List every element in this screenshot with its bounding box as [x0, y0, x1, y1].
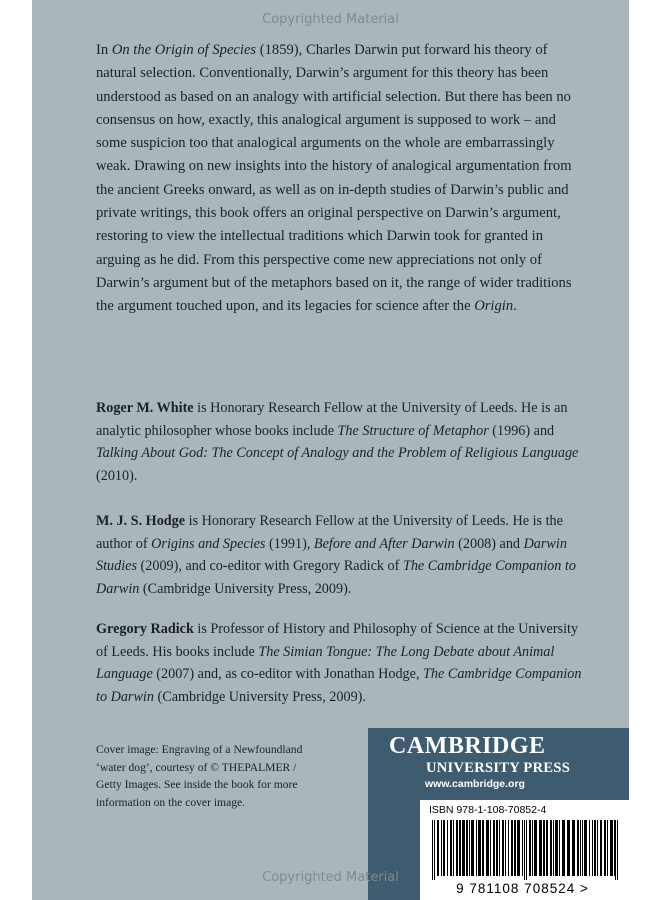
bio-segment: (2010). [96, 467, 138, 484]
cover-image-credit: Cover image: Engraving of a Newfoundland ‘water dog’, courtesy of © THEPALMER / Getty Images. See inside the book for more information on the cover image. [96, 743, 303, 809]
blurb-segment: On the Origin of Species [111, 42, 257, 58]
bio-segment: is Honorary Research Fellow at the University of Leeds. He is an analytic philosopher whose books include [96, 400, 568, 439]
bio-segment: (1996) and [488, 422, 555, 439]
bio-segment: The Cambridge Companion to Darwin [96, 558, 576, 597]
bio-segment: is Honorary Research Fellow at the University of Leeds. He is the author of [96, 513, 563, 552]
author-bio-hodge [96, 510, 586, 600]
blurb-segment: Origin [474, 298, 514, 315]
blurb-segment: . [513, 298, 517, 315]
watermark-top: Copyrighted Material [262, 12, 399, 27]
publisher-name: CAMBRIDGE [389, 733, 546, 759]
barcode-panel [420, 800, 629, 900]
author-name: M. J. S. Hodge [96, 513, 186, 529]
bio-segment: (Cambridge University Press, 2009). [153, 688, 366, 705]
author-name: Roger M. White [96, 400, 194, 416]
bio-segment: Talking About God: The Concept of Analogy and the Problem of Religious Language [96, 445, 579, 461]
isbn-label: ISBN 978-1-108-70852-4 [429, 804, 547, 816]
bio-segment: Darwin Studies [96, 535, 567, 574]
publisher-subname: UNIVERSITY PRESS [426, 760, 571, 776]
bio-segment: (2008) and [454, 535, 524, 552]
bio-segment: The Structure of Metaphor [337, 422, 489, 439]
bio-segment: Origins and Species [151, 535, 266, 552]
bio-segment: (2009), and co-editor with Gregory Radick of [136, 558, 403, 574]
author-name: Gregory Radick [96, 621, 194, 637]
author-bio-white [96, 397, 586, 487]
blurb-segment: In [96, 42, 112, 58]
bio-segment: The Simian Tongue: The Long Debate about Animal Language [96, 643, 555, 682]
book-blurb [96, 39, 586, 319]
bio-segment: The Cambridge Companion to Darwin [96, 666, 582, 705]
watermark-bottom: Copyrighted Material [262, 870, 399, 885]
barcode-digits: 9 781108 708524 > [456, 881, 589, 896]
back-cover [32, 0, 629, 900]
bio-segment: (Cambridge University Press, 2009). [139, 580, 352, 597]
author-bio-radick [96, 618, 586, 708]
bio-segment: (2007) and, as co-editor with Jonathan Hodge, [152, 666, 424, 682]
bio-segment: (1991), [265, 535, 314, 552]
bio-segment: is Professor of History and Philosophy of Science at the University of Leeds. His books include [96, 621, 579, 660]
publisher-url: www.cambridge.org [425, 778, 525, 790]
bio-segment: Before and After Darwin [313, 535, 455, 552]
blurb-segment: (1859), Charles Darwin put forward his theory of natural selection. Conventionally, Darwin’s argument for this theory has been understood as based on an analogy with artificial selection. But there has been no consensus on how, exactly, this analogical argument is supposed to work – and some suspicion too that analogical arguments on the whole are embarrassingly weak. Drawing on new insights into the history of analogical argumentation from the ancient Greeks onward, as well as on in-depth studies of Darwin’s public and private writings, this book offers an original perspective on Darwin’s argument, restoring to view the intellectual traditions which Darwin took for granted in arguing as he did. From this perspective come new appreciations not only of Darwin’s argument but of the metaphors based on it, the range of wider traditions the argument touched upon, and its legacies for science after the [96, 42, 572, 315]
